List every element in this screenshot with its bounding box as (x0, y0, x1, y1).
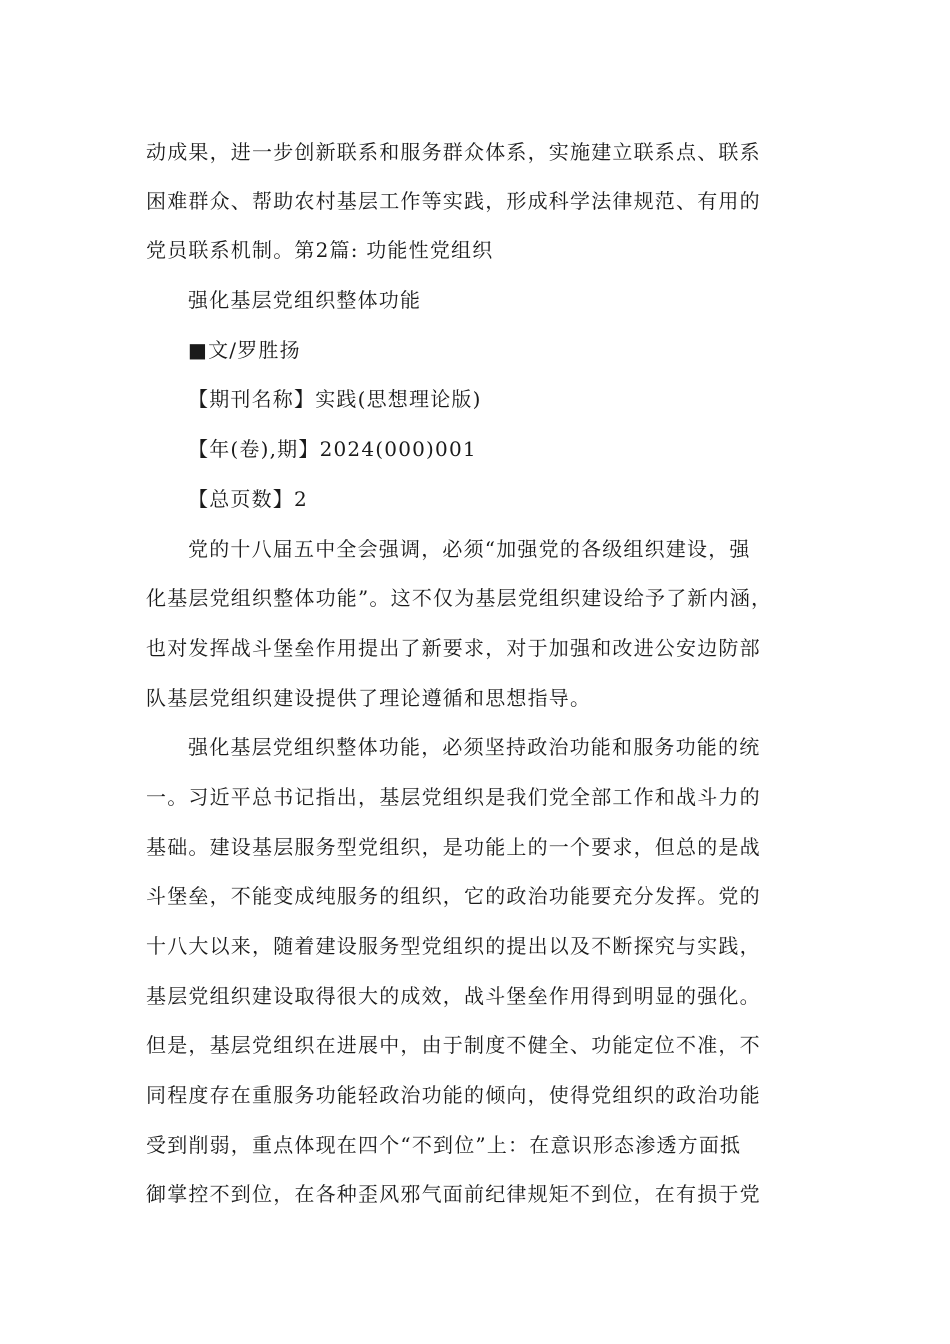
text-line: 困难群众、帮助农村基层工作等实践，形成科学法律规范、有用的 (146, 189, 761, 213)
text-line: 动成果，进一步创新联系和服务群众体系，实施建立联系点、联系 (146, 140, 761, 164)
text-line: 斗堡垒，不能变成纯服务的组织，它的政治功能要充分发挥。党的 (146, 884, 761, 908)
text-line: 同程度存在重服务功能轻政治功能的倾向，使得党组织的政治功能 (146, 1083, 761, 1107)
text-line: 强化基层党组织整体功能，必须坚持政治功能和服务功能的统 (188, 735, 761, 759)
author-line: ■文/罗胜扬 (188, 338, 301, 362)
text-line: 队基层党组织建设提供了理论遵循和思想指导。 (146, 686, 592, 710)
text-line: 基层党组织建设取得很大的成效，战斗堡垒作用得到明显的强化。 (146, 984, 761, 1008)
text-line: 一。习近平总书记指出，基层党组织是我们党全部工作和战斗力的 (146, 785, 761, 809)
article-title: 强化基层党组织整体功能 (188, 288, 422, 312)
text-line: 但是，基层党组织在进展中，由于制度不健全、功能定位不准，不 (146, 1033, 761, 1057)
total-pages: 【总页数】2 (188, 487, 308, 511)
text-line: 十八大以来，随着建设服务型党组织的提出以及不断探究与实践， (146, 934, 761, 958)
journal-name: 【期刊名称】实践(思想理论版) (188, 387, 482, 411)
text-line: 化基层党组织整体功能”。这不仅为基层党组织建设给予了新内涵， (146, 586, 773, 610)
text-line: 御掌控不到位，在各种歪风邪气面前纪律规矩不到位，在有损于党 (146, 1182, 761, 1206)
text-line: 党的十八届五中全会强调，必须“加强党的各级组织建设，强 (188, 537, 751, 561)
text-line: 党员联系机制。第2篇: 功能性党组织 (146, 238, 494, 262)
text-line: 也对发挥战斗堡垒作用提出了新要求，对于加强和改进公安边防部 (146, 636, 761, 660)
text-line: 基础。建设基层服务型党组织，是功能上的一个要求，但总的是战 (146, 835, 761, 859)
volume-issue: 【年(卷),期】2024(000)001 (188, 437, 477, 461)
text-line: 受到削弱，重点体现在四个“不到位”上：在意识形态渗透方面抵 (146, 1133, 742, 1157)
